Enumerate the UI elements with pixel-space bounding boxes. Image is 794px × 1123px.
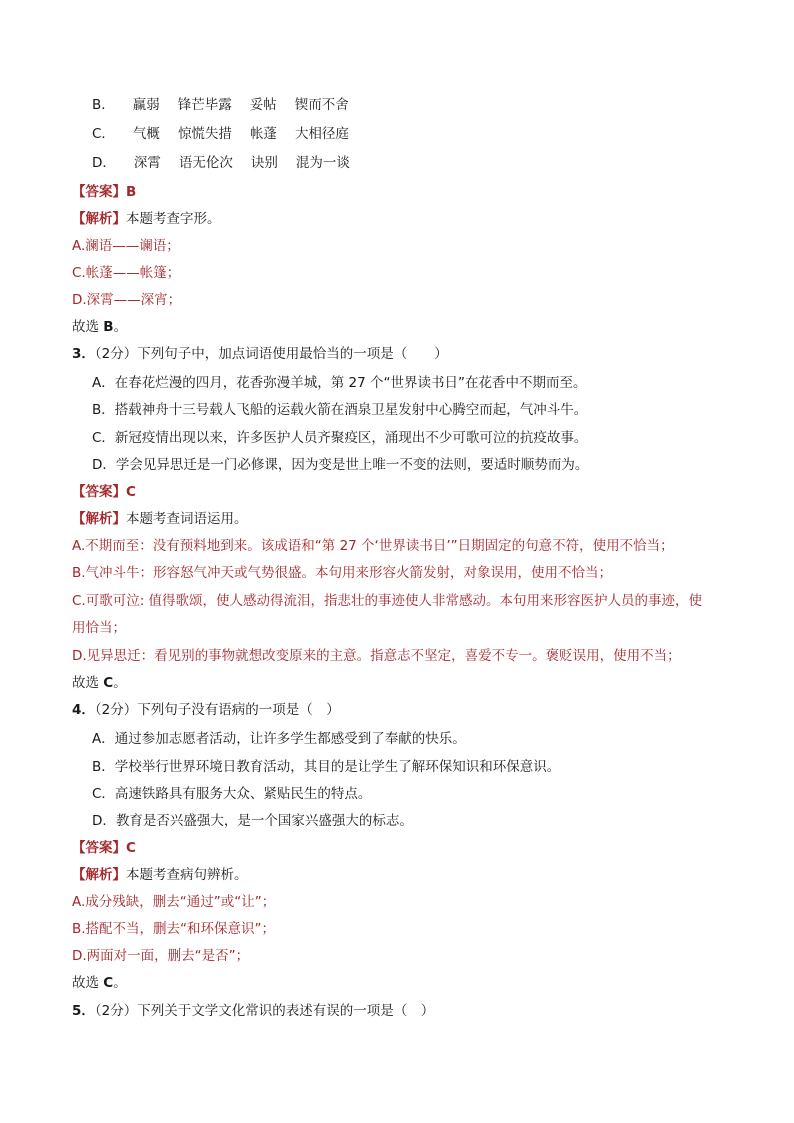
q4-stem: 4．（2分）下列句子没有语病的一项是（ ） bbox=[72, 702, 340, 718]
q3-option-a: A．在春花烂漫的四月，花香弥漫羊城，第 27 个“世界读书日”在花香中不期而至。 bbox=[92, 375, 587, 391]
q2-option-b: B． 赢弱 锋芒毕露 妥帖 锲而不舍 bbox=[92, 97, 349, 113]
q2-point-a: A.澜语——谰语； bbox=[72, 238, 180, 254]
q2-option-d: D． 深霄 语无伦次 诀别 混为一谈 bbox=[92, 155, 350, 171]
q4-option-a: A．通过参加志愿者活动，让许多学生都感受到了奉献的快乐。 bbox=[92, 731, 466, 747]
q2-point-d: D.深霄——深宵； bbox=[72, 292, 182, 308]
q3-answer: 【答案】C bbox=[72, 484, 136, 500]
q3-conclusion: 故选 C。 bbox=[72, 675, 127, 691]
q2-answer: 【答案】B bbox=[72, 184, 137, 200]
q4-conclusion: 故选 C。 bbox=[72, 975, 127, 991]
q4-analysis: 【解析】本题考查病句辨析。 bbox=[72, 867, 248, 883]
q5-stem: 5．（2分）下列关于文学文化常识的表述有误的一项是（ ） bbox=[72, 1003, 435, 1019]
q3-point-d: D.见异思迁：看见别的事物就想改变原来的主意。指意志不坚定，喜爱不专一。褒贬误用，使用不当； bbox=[72, 648, 681, 664]
q4-point-b: B.搭配不当，删去“和环保意识”； bbox=[72, 921, 276, 937]
q4-option-b: B．学校举行世界环境日教育活动，其目的是让学生了解环保知识和环保意识。 bbox=[92, 759, 561, 775]
q3-point-c: C.可歌可泣: 值得歌颂，使人感动得流泪，指悲壮的事迹使人非常感动。本句用来形容医护人员的事迹，使 bbox=[72, 593, 703, 609]
q3-stem: 3．（2分）下列句子中，加点词语使用最恰当的一项是（ ） bbox=[72, 346, 448, 362]
q4-option-c: C．高速铁路具有服务大众、紧贴民生的特点。 bbox=[92, 786, 372, 802]
q3-point-a: A.不期而至：没有预料地到来。该成语和“第 27 个‘世界读书日’”日期固定的句意不符，使用不恰当； bbox=[72, 538, 674, 554]
q4-point-d: D.两面对一面，删去“是否”； bbox=[72, 948, 250, 964]
q4-point-a: A.成分残缺，删去“通过”或“让”； bbox=[72, 894, 276, 910]
q2-option-c: C． 气概 惊慌失措 帐蓬 大相径庭 bbox=[92, 126, 349, 142]
q2-point-c: C.帐蓬——帐篷； bbox=[72, 265, 181, 281]
q3-option-d: D．学会见异思迁是一门必修课，因为变是世上唯一不变的法则，要适时顺势而为。 bbox=[92, 457, 589, 473]
q4-answer: 【答案】C bbox=[72, 840, 136, 856]
q3-option-c: C．新冠疫情出现以来，许多医护人员齐聚疫区，涌现出不少可歌可泣的抗疫故事。 bbox=[92, 430, 588, 446]
q2-conclusion: 故选 B。 bbox=[72, 319, 128, 335]
q3-analysis: 【解析】本题考查词语运用。 bbox=[72, 511, 248, 527]
q4-option-d: D．教育是否兴盛强大，是一个国家兴盛强大的标志。 bbox=[92, 813, 413, 829]
q3-point-c-cont: 用恰当； bbox=[72, 620, 126, 636]
q2-analysis: 【解析】本题考查字形。 bbox=[72, 211, 221, 227]
q3-option-b: B．搭载神舟十三号载人飞船的运载火箭在酒泉卫星发射中心腾空而起，气冲斗牛。 bbox=[92, 402, 588, 418]
q3-point-b: B.气冲斗牛：形容怒气冲天或气势很盛。本句用来形容火箭发射，对象误用，使用不恰当； bbox=[72, 565, 613, 581]
